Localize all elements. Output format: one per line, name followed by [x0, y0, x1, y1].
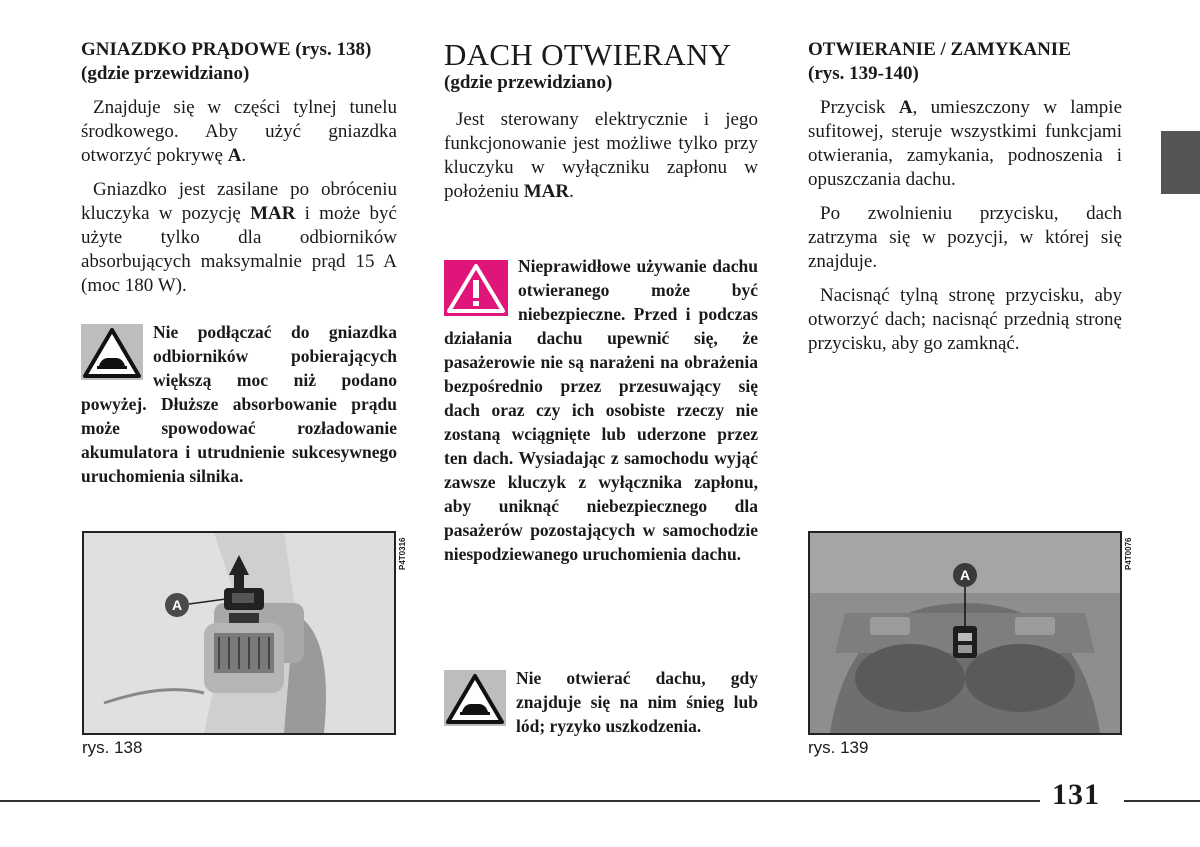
warning-text: Nieprawidłowe używanie dachu otwieranego może być niebezpieczne. Przed i podczas działania dachu upewnić się, że pasażerowie nie są narażeni na obrażenia bezpośrednio przez przesuwający się dach oraz czy ich osobiste rzeczy nie zostaną wciągnięte lub uderzone przez ten dach. Wysiadając z samochodu wyjąć zawsze kluczyk z wyłącznika zapłonu, aby uniknąć niebezpiecznego dla pasażerów pozostających w samochodzie niespodziewanego uruchomienia dachu. [444, 256, 758, 564]
label-a: A [227, 145, 242, 166]
mar-label: MAR [250, 203, 296, 224]
figure-138 [82, 531, 396, 735]
caution-car-icon [81, 324, 143, 386]
text-run: Jest sterowany elektrycznie i jego funkcjonowanie jest możliwe tylko przy kluczyku w wyłączniku zapłonu w położeniu [444, 109, 758, 202]
text-run: i może być użyte tylko dla odbiorników absorbujących maksymalnie prąd 15 A (moc 180 W). [81, 203, 397, 296]
figure-138-code: P4T0316 [398, 537, 407, 570]
section-heading-sunroof: DACH OTWIERANY [444, 37, 732, 72]
column-open-close [808, 38, 1122, 356]
caption-138: rys. 138 [82, 738, 143, 757]
warning-text: Nie podłączać do gniazdka odbiorników pobierających większą moc niż podano powyżej. Dłuższe absorbowanie prądu może spowodować rozładowanie akumulatora i utrudnienie sukcesywnego uruchomienia silnika. [81, 322, 397, 486]
section-subheading-sunroof: (gdzie przewidziano) [444, 72, 613, 93]
label-a: A [898, 97, 913, 118]
column-sunroof [444, 37, 758, 736]
danger-triangle-icon [444, 260, 508, 322]
paragraph-sunroof-intro [444, 108, 758, 204]
figure-139-label-a: A [959, 567, 971, 583]
section-subheading-open-close: (rys. 139-140) [808, 63, 919, 84]
page-number: 131 [1052, 778, 1100, 811]
text-run: , umieszczony w lampie sufitowej, steruje wszystkimi funkcjami otwierania, zamykania, podnoszenia i opuszczania dachu. [808, 97, 1123, 190]
warning-sunroof-snow [444, 666, 758, 738]
warning-text: Nie otwierać dachu, gdy znajduje się na nim śnieg lub lód; ryzyko uszkodzenia. [516, 668, 758, 736]
section-heading-socket: GNIAZDKO PRĄDOWE (rys. 138) [81, 39, 372, 60]
section-subheading-socket: (gdzie przewidziano) [81, 63, 250, 84]
chapter-tab [1161, 131, 1200, 194]
paragraph-socket-location [81, 96, 397, 168]
warning-sunroof-danger [444, 254, 758, 566]
text-run: Przycisk [820, 97, 899, 118]
caption-139: rys. 139 [808, 738, 869, 757]
paragraph-socket-power [81, 178, 397, 298]
figure-139-code: P4T0076 [1124, 537, 1133, 570]
warning-socket [81, 320, 397, 488]
caution-car-icon [444, 670, 506, 732]
text-run: . [241, 145, 247, 166]
paragraph-button-a [808, 96, 1122, 192]
paragraph-press: Nacisnąć tylną stronę przycisku, aby otworzyć dach; nacisnąć przednią stronę przycisku, aby go zamknąć. [808, 285, 1122, 354]
text-run: . [569, 181, 574, 202]
footer-rule-left [0, 800, 1040, 802]
section-heading-open-close: OTWIERANIE / ZAMYKANIE [808, 39, 1071, 60]
footer-rule-right [1124, 800, 1200, 802]
text-run: Znajduje się w części tylnej tunelu środkowego. Aby użyć gniazdka otworzyć pokrywę [81, 97, 397, 166]
column-socket [81, 38, 397, 488]
figure-138-label-a: A [171, 597, 183, 613]
paragraph-release: Po zwolnieniu przycisku, dach zatrzyma się w pozycji, w której się znajduje. [808, 203, 1122, 272]
mar-label: MAR [523, 181, 570, 202]
text-run: Gniazdko jest zasilane po obróceniu kluczyka w pozycję [81, 179, 397, 224]
figure-139 [808, 531, 1122, 735]
